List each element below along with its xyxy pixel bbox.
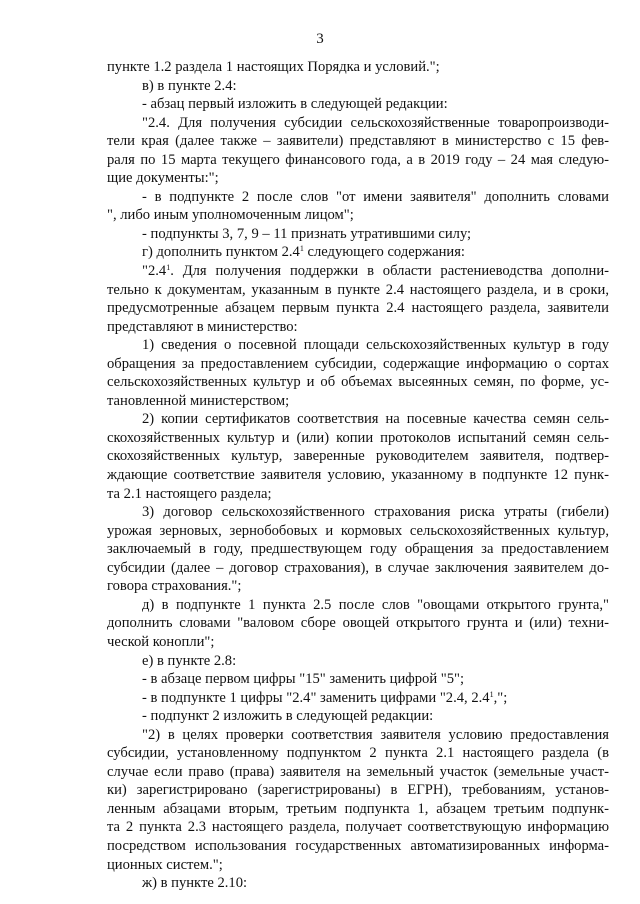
text-line: [107, 707, 609, 726]
text-line-content: тели края (далее также – заявители) представляют в министерство с 15 фев-: [107, 133, 609, 150]
text-line-content: дополнить словами "валовом сборе овощей открытого грунта и (или) техни-: [107, 615, 609, 632]
text-line: [107, 447, 609, 466]
text-line-content: та 2 пункта 2.3 настоящего раздела, получает соответствующую информацию: [107, 819, 609, 836]
text-line: [107, 243, 609, 262]
text-line: [107, 689, 609, 708]
document-body: [107, 58, 609, 893]
text-line: [107, 151, 609, 170]
text-line: [107, 670, 609, 689]
text-line-content: сельскохозяйственных культур и об объемах высеянных семян, по форме, ус-: [107, 374, 609, 391]
text-line: [107, 837, 609, 856]
text-line: [107, 206, 609, 225]
text-line: [107, 373, 609, 392]
text-line-content: "2.4. Для получения субсидии сельскохозяйственные товаропроизводи-: [142, 114, 609, 131]
text-line-content: 2) копии сертификатов соответствия на посевные качества семян сель-: [142, 411, 609, 428]
text-line: [107, 763, 609, 782]
text-line-content: - подпункт 2 изложить в следующей редакции:: [142, 708, 434, 725]
text-line-content: ки) зарегистрировано (зарегистрированы) в ЕГРН), требованиям, установ-: [107, 782, 609, 799]
text-line: [107, 225, 609, 244]
text-line: [107, 856, 609, 875]
text-line: [107, 633, 609, 652]
text-line-content: тановленной министерством;: [107, 392, 290, 409]
text-line: [107, 874, 609, 893]
text-line-content: скохозяйственных культур, заверенные руководителем заявителя, подтвер-: [107, 448, 609, 465]
text-line-content: ческой конопли";: [107, 633, 215, 650]
text-line-content: пункте 1.2 раздела 1 настоящих Порядка и условий.";: [107, 59, 440, 75]
text-line: [107, 132, 609, 151]
text-line-content: "2.4: [142, 263, 167, 280]
text-line: [107, 392, 609, 411]
text-line: [107, 577, 609, 596]
text-line: [107, 114, 609, 133]
text-line-content: субсидии, установленному подпунктом 2 пункта 2.1 настоящего раздела (в: [107, 745, 609, 762]
text-line: [107, 262, 609, 281]
text-line-continuation: следующего содержания:: [303, 244, 465, 261]
text-line: [107, 58, 609, 77]
text-line-content: субсидии (далее – договор страхования), в случае заключения заявителем до-: [107, 559, 609, 576]
text-line-content: заключаемый в году, предшествующем году обращения за предоставлением: [107, 541, 609, 558]
text-line-content: обращения за предоставлением субсидии, содержащие информацию о сортах: [107, 355, 609, 372]
text-line-content: урожая зерновых, зернобобовых и кормовых сельскохозяйственных культур,: [107, 522, 609, 539]
text-line-content: щие документы:";: [107, 170, 219, 187]
text-line-content: - в подпункте 1 цифры "2.4" заменить цифрами "2.4, 2.4: [142, 689, 490, 706]
text-line-content: говора страхования.";: [107, 578, 242, 595]
text-line: [107, 596, 609, 615]
text-line-content: тельно к документам, указанным в пункте 2.4 настоящего раздела, и в сроки,: [107, 281, 609, 298]
text-line-content: е) в пункте 2.8:: [142, 652, 237, 669]
text-line: [107, 800, 609, 819]
text-line-content: - абзац первый изложить в следующей редакции:: [142, 96, 448, 113]
text-line: [107, 77, 609, 96]
text-line: [107, 318, 609, 337]
text-line-content: - в абзаце первом цифры "15" заменить цифрой "5";: [142, 671, 465, 688]
text-line: [107, 169, 609, 188]
text-line-content: - подпункты 3, 7, 9 – 11 признать утратившими силу;: [142, 225, 472, 242]
text-line-content: - в подпункте 2 после слов "от имени заявителя" дополнить словами: [142, 188, 609, 205]
text-line-content: представляют в министерство:: [107, 318, 298, 335]
text-line: [107, 281, 609, 300]
page-number: 3: [316, 31, 324, 47]
text-line: [107, 95, 609, 114]
text-line: [107, 410, 609, 429]
text-line-content: посредством использования государственных автоматизированных информа-: [107, 837, 609, 854]
text-line-content: ждающие соответствие заявителя условию, указанному в подпункте 12 пунк-: [107, 467, 609, 484]
text-line: [107, 726, 609, 745]
text-line: [107, 503, 609, 522]
text-line: [107, 614, 609, 633]
text-line: [107, 485, 609, 504]
text-line: [107, 540, 609, 559]
text-line: [107, 781, 609, 800]
text-line: [107, 188, 609, 207]
text-line: [107, 466, 609, 485]
text-line-content: та 2.1 настоящего раздела;: [107, 485, 272, 502]
text-line-content: д) в подпункте 1 пункта 2.5 после слов "овощами открытого грунта,": [142, 596, 609, 613]
text-line: [107, 652, 609, 671]
text-line: [107, 336, 609, 355]
text-line-content: ж) в пункте 2.10:: [142, 875, 248, 892]
text-line-content: г) дополнить пунктом 2.4: [142, 244, 300, 261]
text-line-content: ционных систем.";: [107, 856, 223, 873]
superscript: 1: [166, 263, 171, 273]
text-line-content: "2) в целях проверки соответствия заявителя условию предоставления: [142, 726, 609, 743]
text-line-content: предусмотренные абзацем первым пункта 2.4 настоящего раздела, заявители: [107, 300, 609, 317]
text-line-content: ленным абзацами вторым, третьим подпункта 1, абзацем третьим подпунк-: [107, 800, 609, 817]
text-line-content: ", либо иным уполномоченным лицом";: [107, 207, 354, 224]
text-line-continuation: ,";: [493, 689, 508, 706]
text-line: [107, 559, 609, 578]
text-line-content: 3) договор сельскохозяйственного страхования риска утраты (гибели): [142, 504, 609, 521]
text-line-content: 1) сведения о посевной площади сельскохозяйственных культур в году: [142, 337, 609, 354]
superscript: 1: [489, 689, 494, 699]
text-line: [107, 355, 609, 374]
text-line: [107, 429, 609, 448]
text-line: [107, 744, 609, 763]
text-line: [107, 818, 609, 837]
superscript: 1: [299, 244, 304, 254]
text-line: [107, 299, 609, 318]
text-line-content: раля по 15 марта текущего финансового года, а в 2019 году – 24 мая следую-: [107, 151, 609, 168]
text-line-content: скохозяйственных культур и (или) копии протоколов испытаний семян сель-: [107, 429, 609, 446]
text-line-content: случае если право (права) заявителя на земельный участок (земельные участ-: [107, 763, 609, 780]
text-line-content: в) в пункте 2.4:: [142, 77, 237, 94]
text-line: [107, 522, 609, 541]
text-line-continuation: . Для получения поддержки в области растениеводства дополни-: [170, 263, 609, 280]
